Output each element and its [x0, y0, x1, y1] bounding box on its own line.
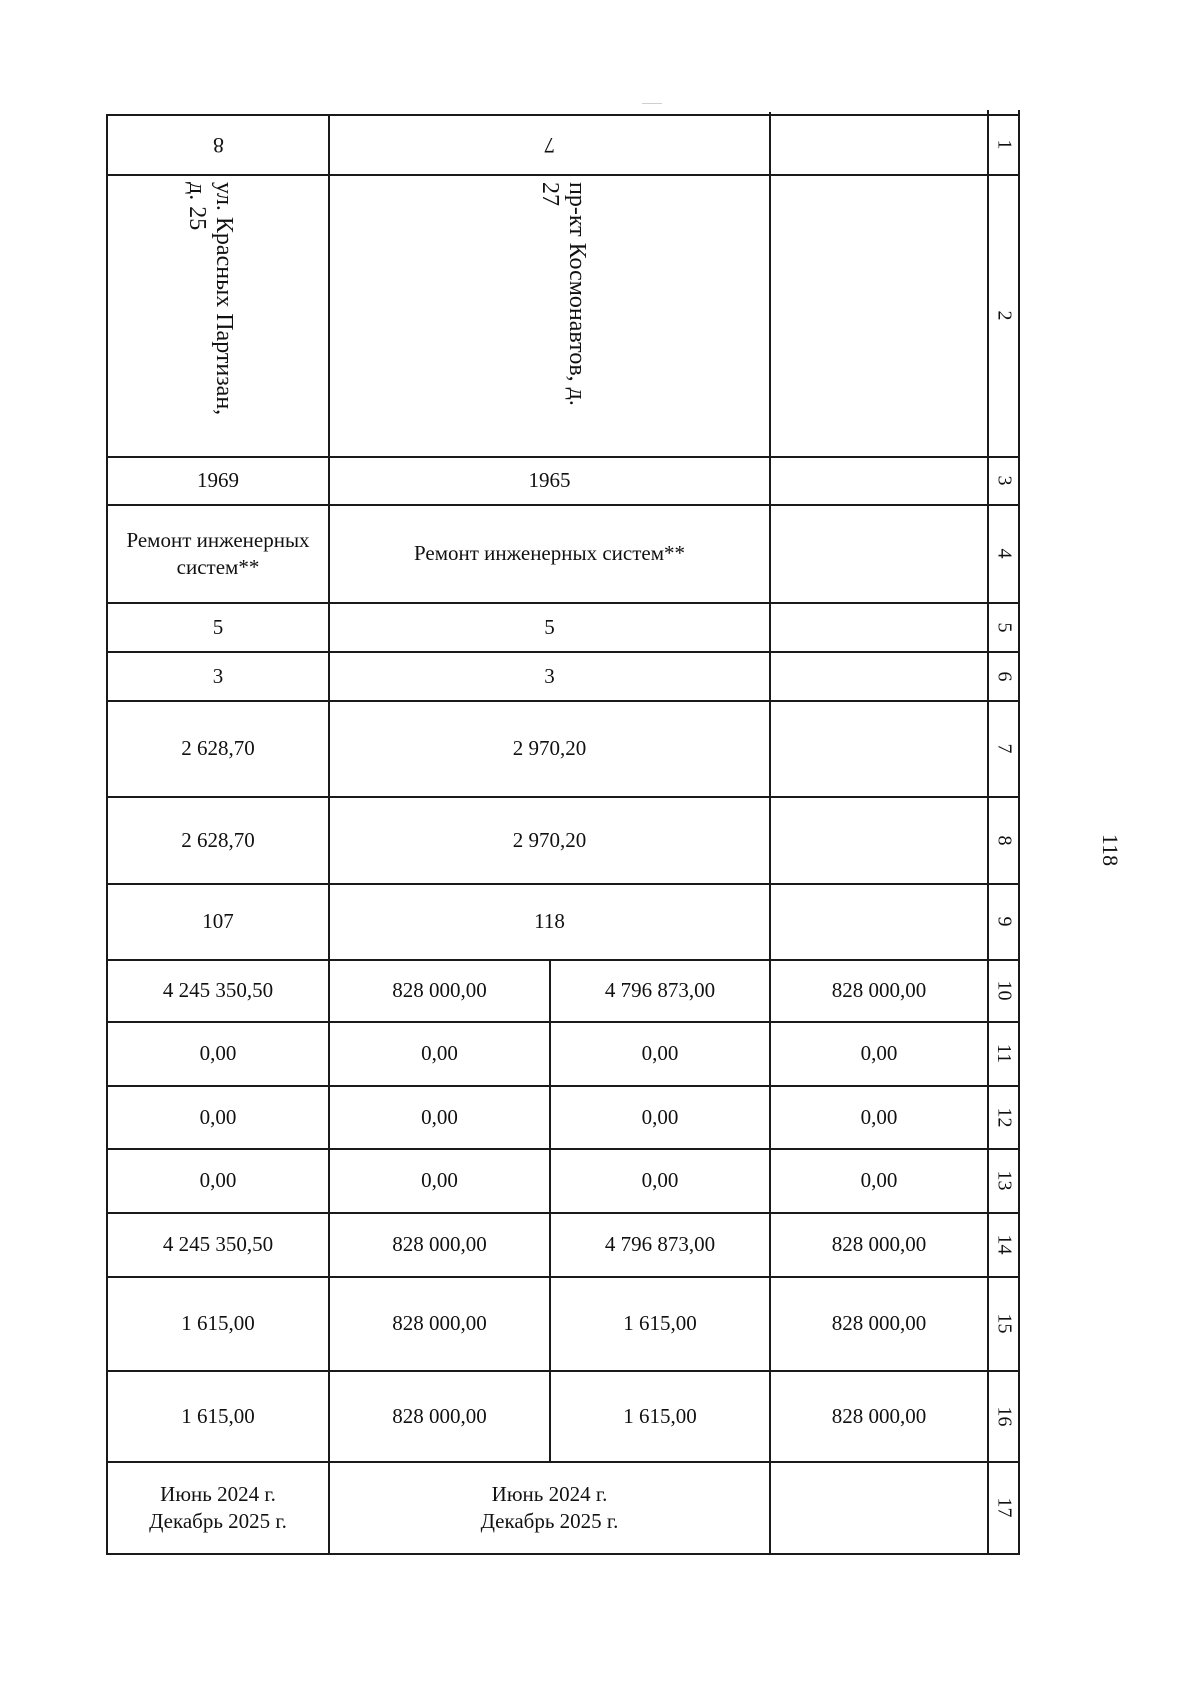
- cell-year: 1965: [528, 468, 571, 493]
- row-number: 14: [993, 1234, 1016, 1255]
- cell-floors: 5: [212, 614, 224, 639]
- cell-money: 0,00: [421, 1168, 458, 1193]
- row-number: 11: [993, 1043, 1016, 1064]
- cell-money: 1 615,00: [181, 1311, 255, 1336]
- row-number: 6: [993, 671, 1016, 681]
- cell-money: 1 615,00: [623, 1403, 697, 1428]
- row-number: 3: [993, 475, 1016, 486]
- cell-money: 0,00: [860, 1041, 898, 1066]
- cell-money: 828 000,00: [831, 1403, 927, 1428]
- cell-money: 0,00: [199, 1104, 237, 1129]
- row-number: 12: [993, 1107, 1016, 1127]
- row-number: 8: [993, 835, 1016, 845]
- cell-money: 828 000,00: [392, 978, 487, 1003]
- cell-money: 4 796 873,00: [604, 1232, 716, 1257]
- cell-money: 0,00: [860, 1104, 898, 1129]
- cell-residents: 107: [202, 909, 234, 934]
- cell-entrances: 3: [544, 663, 555, 688]
- cell-money: 828 000,00: [392, 1311, 487, 1336]
- cell-money: 4 245 350,50: [162, 1232, 274, 1257]
- cell-money: 0,00: [421, 1104, 458, 1129]
- cell-money: 4 245 350,50: [162, 978, 274, 1003]
- page-number: 118: [1098, 833, 1123, 867]
- house-number: 8: [212, 133, 224, 158]
- cell-year: 1969: [197, 468, 239, 493]
- cell-money: 828 000,00: [392, 1232, 487, 1257]
- cell-money: 0,00: [199, 1168, 237, 1193]
- row-line-bottom: [106, 1553, 1020, 1555]
- cell-work-type: Ремонт инженерных систем**: [126, 528, 310, 579]
- cell-area-total: 2 970,20: [512, 736, 587, 761]
- house-address: ул. Красных Партизан, д. 25: [183, 182, 237, 416]
- row-number: 15: [993, 1313, 1016, 1334]
- row-number: 13: [993, 1170, 1016, 1191]
- cell-entrances: 3: [212, 663, 224, 688]
- row-number: 16: [993, 1406, 1016, 1426]
- row-number: 5: [993, 622, 1016, 632]
- row-number: 10: [993, 980, 1016, 1001]
- cell-money: 828 000,00: [831, 1311, 927, 1336]
- cell-area-total: 2 628,70: [181, 736, 255, 761]
- row-line: [106, 174, 1020, 176]
- cell-deadline: Июнь 2024 г. Декабрь 2025 г.: [480, 1482, 619, 1533]
- cell-money: 828 000,00: [831, 1232, 927, 1257]
- cell-money: 0,00: [641, 1168, 679, 1193]
- row-number: 17: [993, 1497, 1016, 1518]
- cell-money: 1 615,00: [181, 1403, 255, 1428]
- row-number: 4: [993, 548, 1016, 559]
- house-address: пр-кт Космонавтов, д. 27: [536, 182, 590, 406]
- house-number: 7: [544, 133, 555, 158]
- cell-area-residential: 2 628,70: [181, 827, 255, 852]
- cell-money: 828 000,00: [392, 1403, 487, 1428]
- row-number: 2: [993, 310, 1016, 321]
- row-number: 7: [993, 743, 1016, 754]
- cell-money: 0,00: [641, 1104, 679, 1129]
- cell-money: 0,00: [641, 1041, 679, 1066]
- cell-money: 4 796 873,00: [604, 978, 716, 1003]
- scan-mark: [642, 103, 662, 104]
- cell-money: 0,00: [421, 1041, 458, 1066]
- cell-money: 828 000,00: [831, 978, 927, 1003]
- cell-money: 1 615,00: [623, 1311, 697, 1336]
- cell-residents: 118: [534, 909, 565, 934]
- row-number: 9: [993, 916, 1016, 927]
- cell-money: 0,00: [860, 1168, 898, 1193]
- cell-money: 0,00: [199, 1041, 237, 1066]
- cell-floors: 5: [544, 614, 555, 639]
- cell-area-residential: 2 970,20: [512, 827, 587, 852]
- row-number: 1: [993, 139, 1016, 150]
- cell-work-type: Ремонт инженерных систем**: [413, 541, 686, 566]
- cell-deadline: Июнь 2024 г. Декабрь 2025 г.: [149, 1482, 287, 1533]
